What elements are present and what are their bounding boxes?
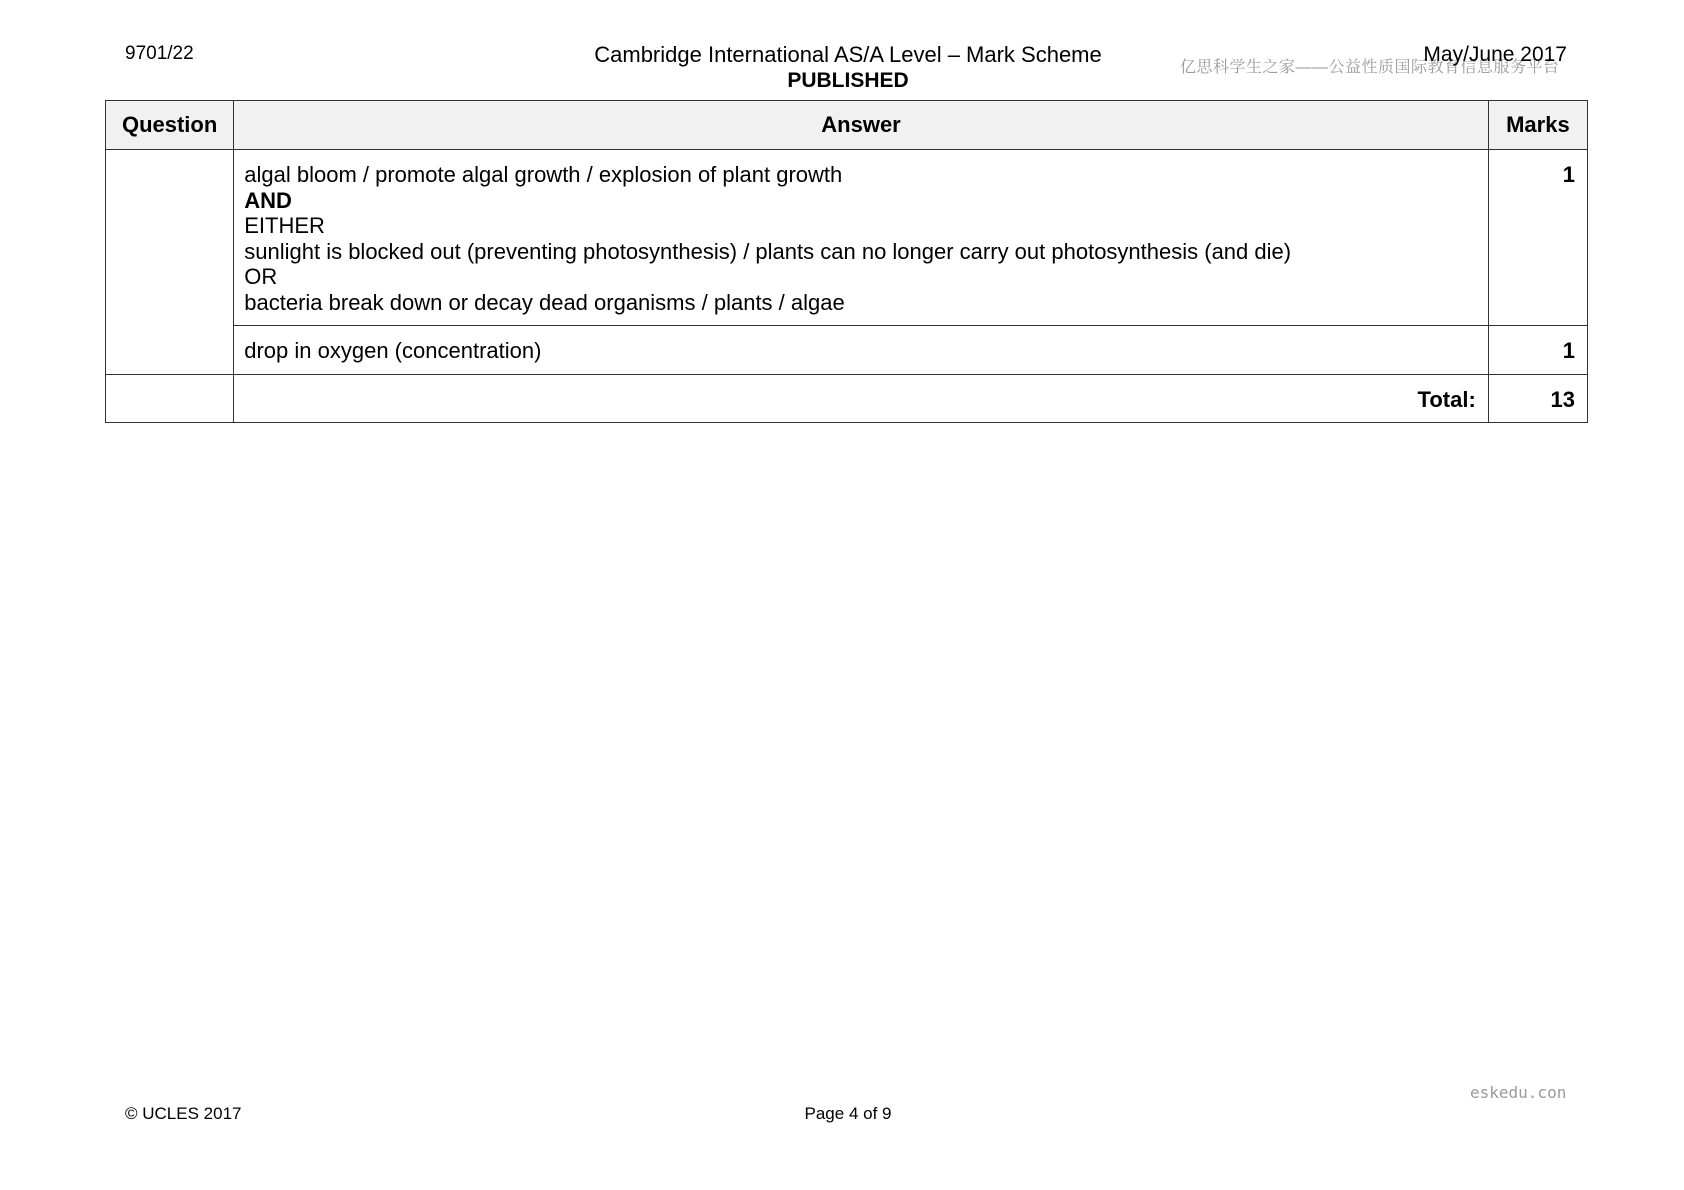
total-row [106, 374, 1588, 423]
watermark-text: 亿思科学生之家——公益性质国际教育信息服务平台 [1180, 59, 1560, 76]
column-header-question: Question [106, 101, 234, 150]
column-header-answer: Answer [234, 101, 1489, 150]
table-row [106, 326, 1588, 375]
question-cell-empty [106, 374, 234, 423]
marks-cell: 1 [1488, 150, 1587, 326]
mark-scheme-table [105, 100, 1588, 423]
answer-line: sunlight is blocked out (preventing photosynthesis) / plants can no longer carry out photosynthesis (and die) [244, 238, 1292, 264]
table-row [106, 150, 1588, 326]
site-watermark: eskedu.con [1470, 1083, 1567, 1102]
answer-cell: drop in oxygen (concentration) [234, 326, 1489, 375]
answer-line-and: AND [244, 187, 292, 213]
answer-line: bacteria break down or decay dead organisms / plants / algae [244, 289, 845, 315]
total-label: Total: [234, 374, 1489, 423]
document-status: PUBLISHED [787, 69, 909, 92]
table-header-row [106, 101, 1588, 150]
column-header-marks: Marks [1488, 101, 1587, 150]
document-title: Cambridge International AS/A Level – Mark Scheme [594, 42, 1102, 67]
copyright: © UCLES 2017 [125, 1104, 242, 1123]
exam-session: May/June 2017 [1423, 43, 1567, 66]
answer-line-either: EITHER [244, 213, 325, 238]
page-number: Page 4 of 9 [804, 1104, 892, 1123]
question-cell [106, 150, 234, 375]
marks-cell: 1 [1488, 326, 1587, 375]
answer-line-or: OR [244, 264, 278, 289]
paper-code: 9701/22 [125, 43, 194, 64]
total-marks: 13 [1488, 374, 1587, 423]
answer-cell [234, 150, 1489, 326]
answer-line: algal bloom / promote algal growth / explosion of plant growth [244, 162, 843, 187]
